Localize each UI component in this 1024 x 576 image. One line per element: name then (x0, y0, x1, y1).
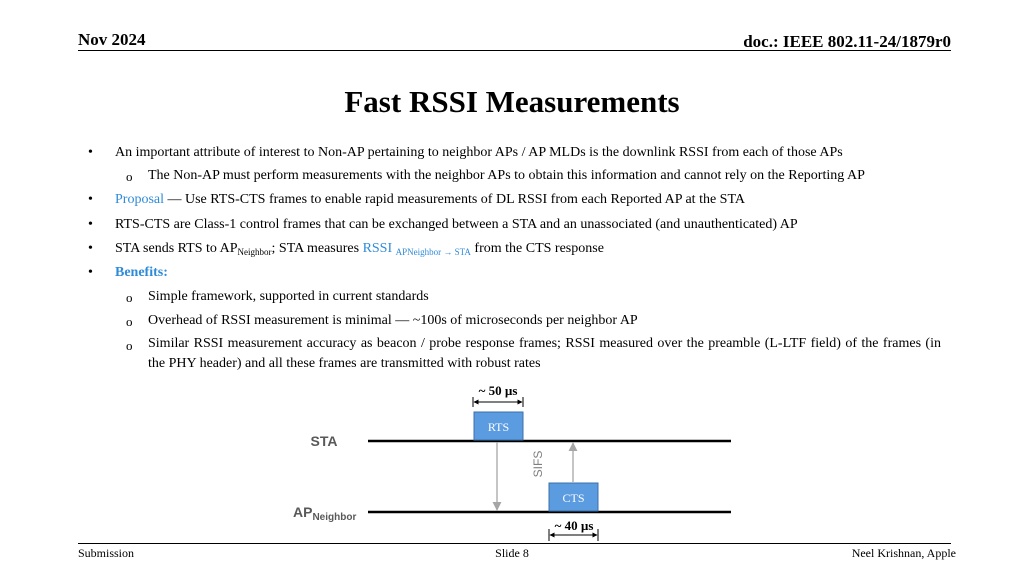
rts-text-post: from the CTS response (470, 241, 604, 256)
ap-label (293, 504, 356, 523)
sub-bullet-glyph: o (126, 314, 133, 329)
sub-bullet-glyph: o (126, 290, 133, 305)
footer-author: Neel Krishnan, Apple (851, 546, 956, 560)
sifs-label: SIFS (531, 450, 545, 478)
benefit-low-overhead: Overhead of RSSI measurement is minimal — ~100s of microseconds per neighbor AP (148, 313, 638, 328)
rts-duration-label: ~ 50 µs (478, 383, 518, 398)
bullet-glyph: • (88, 265, 93, 280)
ap-label-sub: Neighbor (312, 512, 357, 523)
bullet-glyph: • (88, 145, 93, 160)
bullet-rts-cts-class1: RTS-CTS are Class-1 control frames that can be exchanged between a STA and an unassociated (and unauthenticated) AP (115, 217, 798, 232)
footer-slide-number: Slide 8 (495, 546, 529, 560)
benefit-accuracy: Similar RSSI measurement accuracy as beacon / probe response frames; RSSI measured over the preamble (L-LTF field) of the frames (in the PHY header) and all these frames are transmitted with robust rates (148, 336, 941, 371)
proposal-keyword: Proposal (115, 192, 164, 207)
bullet-benefits: Benefits: (115, 265, 168, 280)
bullet-attribute-of-interest: An important attribute of interest to Non-AP pertaining to neighbor APs / AP MLDs is the downlink RSSI from each of those APs (115, 145, 843, 160)
footer-divider (78, 543, 951, 544)
sub-bullet-measurements: The Non-AP must perform measurements with the neighbor APs to obtain this information and cannot rely on the Reporting AP (148, 168, 865, 183)
bullet-glyph: • (88, 217, 93, 232)
header-doc-id: doc.: IEEE 802.11-24/1879r0 (743, 32, 951, 51)
header-date: Nov 2024 (78, 30, 146, 49)
rts-text-mid: ; STA measures (271, 241, 363, 256)
rts-text-pre: STA sends RTS to AP (115, 241, 238, 256)
rssi-keyword: RSSI (362, 241, 393, 256)
proposal-text: — Use RTS-CTS frames to enable rapid measurements of DL RSSI from each Reported AP at the STA (164, 192, 745, 207)
cts-duration-label: ~ 40 µs (554, 518, 594, 533)
benefit-simple-framework: Simple framework, supported in current standards (148, 289, 429, 304)
bullet-glyph: • (88, 241, 93, 256)
slide-title: Fast RSSI Measurements (344, 84, 680, 119)
cts-frame-label: CTS (562, 491, 585, 505)
sta-label: STA (310, 433, 338, 449)
rts-frame-label: RTS (487, 420, 510, 434)
rssi-subscript: APNeighbor → STA (395, 247, 471, 257)
sub-bullet-glyph: o (126, 169, 133, 184)
sub-bullet-glyph: o (126, 338, 133, 353)
bullet-glyph: • (88, 192, 93, 207)
ap-label-main: AP (293, 504, 313, 520)
ap-neighbor-subscript: Neighbor (237, 247, 272, 257)
footer-submission: Submission (78, 546, 135, 560)
